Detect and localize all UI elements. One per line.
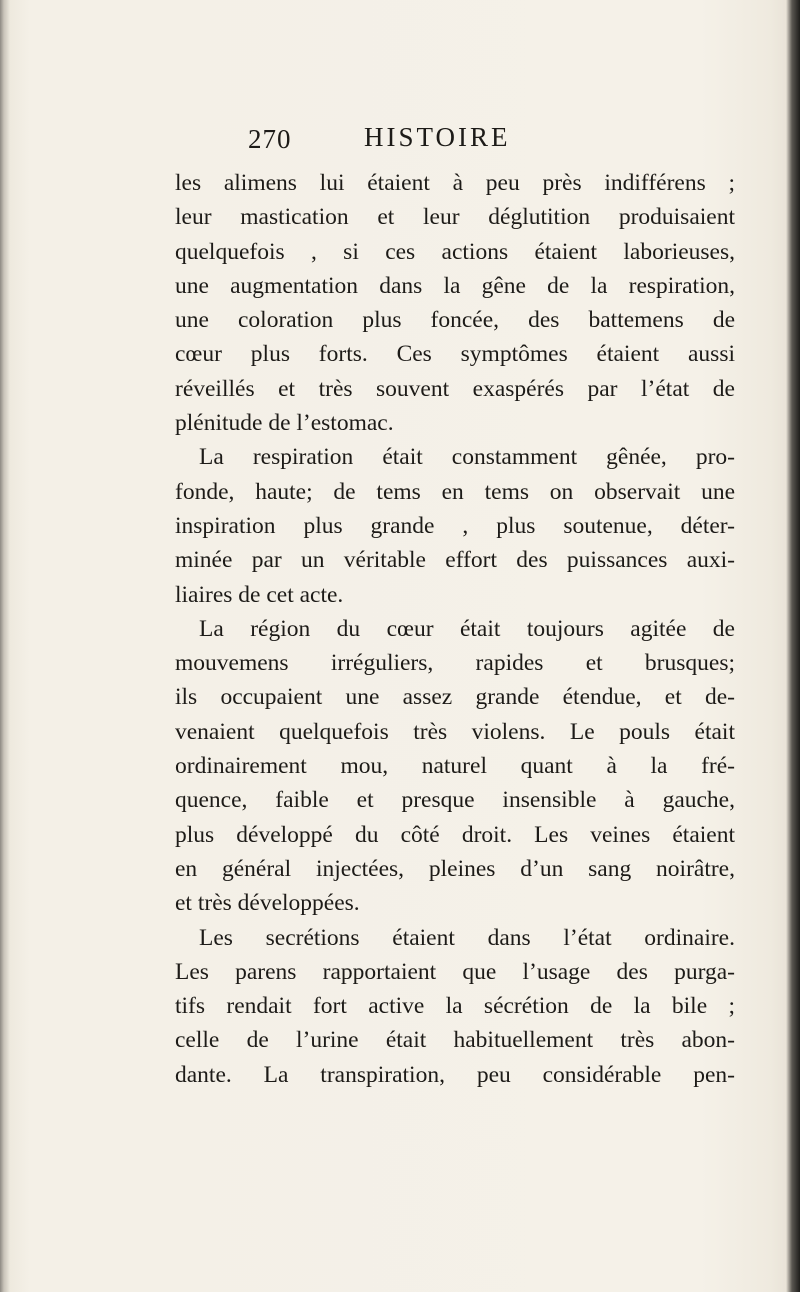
text-line: dante. La transpiration, peu considérable pen- [175, 1061, 735, 1088]
text-line: plénitude de l’estomac. [175, 410, 394, 437]
text-line: mouvemens irréguliers, rapides et brusques; [175, 650, 735, 677]
text-line: réveillés et très souvent exaspérés par l’état de [175, 375, 735, 402]
text-line: les alimens lui étaient à peu près indifférens ; [175, 170, 735, 196]
text-line: plus développé du côté droit. Les veines étaient [175, 821, 735, 848]
text-line: une augmentation dans la gêne de la respiration, [175, 272, 735, 299]
text-line: en général injectées, pleines d’un sang noirâtre, [175, 855, 735, 882]
text-line: quelquefois , si ces actions étaient laborieuses, [175, 238, 735, 265]
text-line: cœur plus forts. Ces symptômes étaient aussi [175, 341, 735, 368]
text-line: Les secrétions étaient dans l’état ordinaire. [199, 924, 735, 951]
page-edge [786, 0, 800, 1292]
text-line: tifs rendait fort active la sécrétion de la bile ; [175, 993, 735, 1020]
text-line: quence, faible et presque insensible à gauche, [175, 787, 735, 814]
text-line: fonde, haute; de tems en tems on observait une [175, 478, 735, 505]
text-line: une coloration plus foncée, des battemens de [175, 307, 735, 334]
text-line: venaient quelquefois très violens. Le pouls était [175, 718, 735, 745]
text-line: Les parens rapportaient que l’usage des purga- [175, 958, 735, 985]
text-line: minée par un véritable effort des puissances auxi- [175, 547, 735, 574]
text-line: La région du cœur était toujours agitée de [199, 615, 735, 642]
binding-shadow [0, 0, 10, 1292]
text-line: leur mastication et leur déglutition produisaient [175, 204, 735, 231]
text-line: celle de l’urine était habituellement très abon- [175, 1027, 735, 1054]
text-line: et très développées. [175, 890, 360, 917]
text-line: ils occupaient une assez grande étendue, et de- [175, 684, 735, 711]
text-line: liaires de cet acte. [175, 581, 344, 608]
text-line: ordinairement mou, naturel quant à la fré- [175, 753, 735, 780]
text-line: La respiration était constamment gênée, pro- [199, 444, 735, 471]
page-number: 270 [248, 124, 292, 154]
body-text [175, 166, 735, 1092]
running-header [248, 118, 578, 158]
running-title: HISTOIRE [364, 122, 511, 152]
text-line: inspiration plus grande , plus soutenue, déter- [175, 512, 735, 539]
